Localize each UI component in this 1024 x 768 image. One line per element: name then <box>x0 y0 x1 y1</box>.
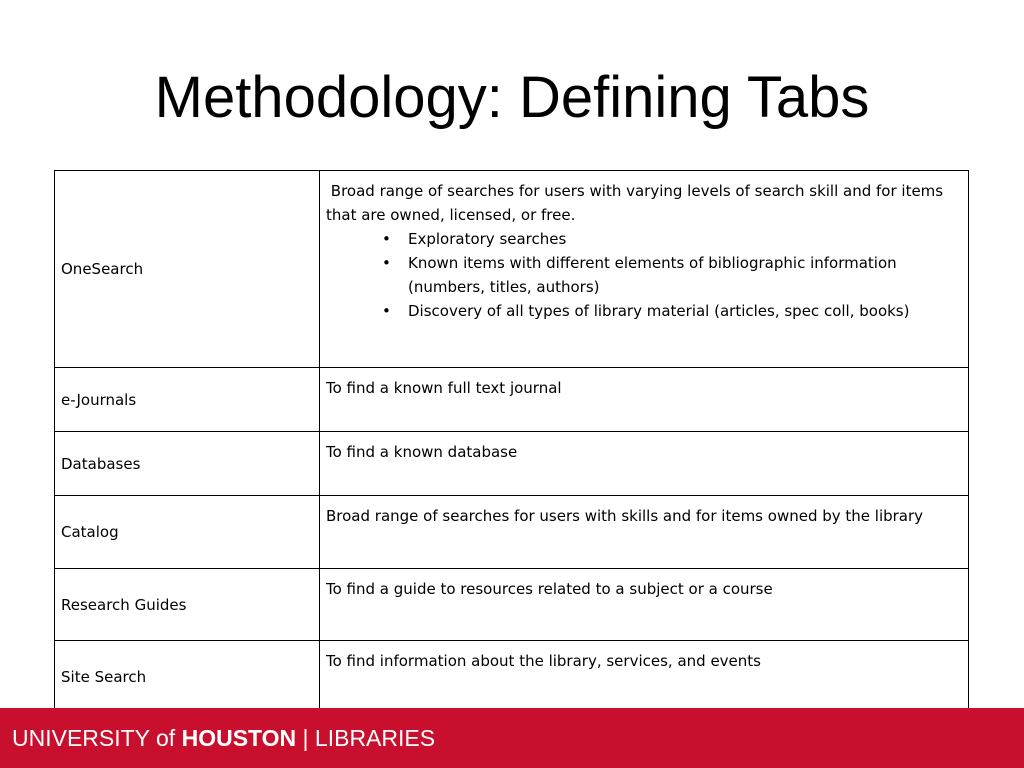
description-bullet-list <box>326 227 962 323</box>
bullet-text: Discovery of all types of library material (articles, spec coll, books) <box>408 302 910 320</box>
tab-name-cell <box>55 569 320 641</box>
tab-description: To find a guide to resources related to a subject or a course <box>326 580 773 598</box>
bullet-icon: • <box>382 254 391 272</box>
tab-name: Catalog <box>61 523 119 541</box>
slide-title: Methodology: Defining Tabs <box>154 65 870 130</box>
bullet-icon: • <box>382 302 391 320</box>
table-row <box>55 432 969 496</box>
list-item <box>382 251 962 299</box>
tab-description: Broad range of searches for users with skills and for items owned by the library <box>326 507 924 525</box>
table-row <box>55 641 969 713</box>
bullet-text: Exploratory searches <box>408 230 567 248</box>
tab-name: OneSearch <box>61 260 144 278</box>
tab-name-cell <box>55 641 320 713</box>
tab-description-cell <box>320 569 969 641</box>
tab-name-cell <box>55 432 320 496</box>
table-row <box>55 569 969 641</box>
tab-name: e-Journals <box>61 390 137 409</box>
bullet-icon: • <box>382 230 391 248</box>
tab-name-cell <box>55 496 320 569</box>
tab-name-cell <box>55 368 320 432</box>
tabs-definition-table <box>54 170 969 713</box>
tab-description: To find information about the library, services, and events <box>326 652 761 670</box>
tab-description-cell <box>320 432 969 496</box>
tab-name: Site Search <box>61 667 147 686</box>
tab-description: To find a known database <box>326 443 518 461</box>
footer-houston: HOUSTON <box>181 725 297 751</box>
tab-description-cell <box>320 171 969 368</box>
tab-description: Broad range of searches for users with varying levels of search skill and for items that are owned, licensed, or free. <box>326 182 948 224</box>
tab-name: Research Guides <box>61 595 187 614</box>
bullet-text: Known items with different elements of bibliographic information (numbers, titles, authors) <box>408 254 897 296</box>
list-item <box>382 227 962 251</box>
list-item <box>382 299 962 323</box>
footer-bar <box>0 708 1024 768</box>
tab-name: Databases <box>61 454 141 473</box>
tab-description: To find a known full text journal <box>326 379 562 397</box>
table-row <box>55 171 969 368</box>
tab-name-cell <box>55 171 320 368</box>
table-row <box>55 368 969 432</box>
footer-libraries: | LIBRARIES <box>296 725 436 751</box>
tab-description-cell <box>320 641 969 713</box>
tab-description-cell <box>320 496 969 569</box>
table-row <box>55 496 969 569</box>
footer-university: UNIVERSITY of <box>12 725 182 751</box>
footer-logo-text <box>12 724 435 752</box>
tab-description-cell <box>320 368 969 432</box>
